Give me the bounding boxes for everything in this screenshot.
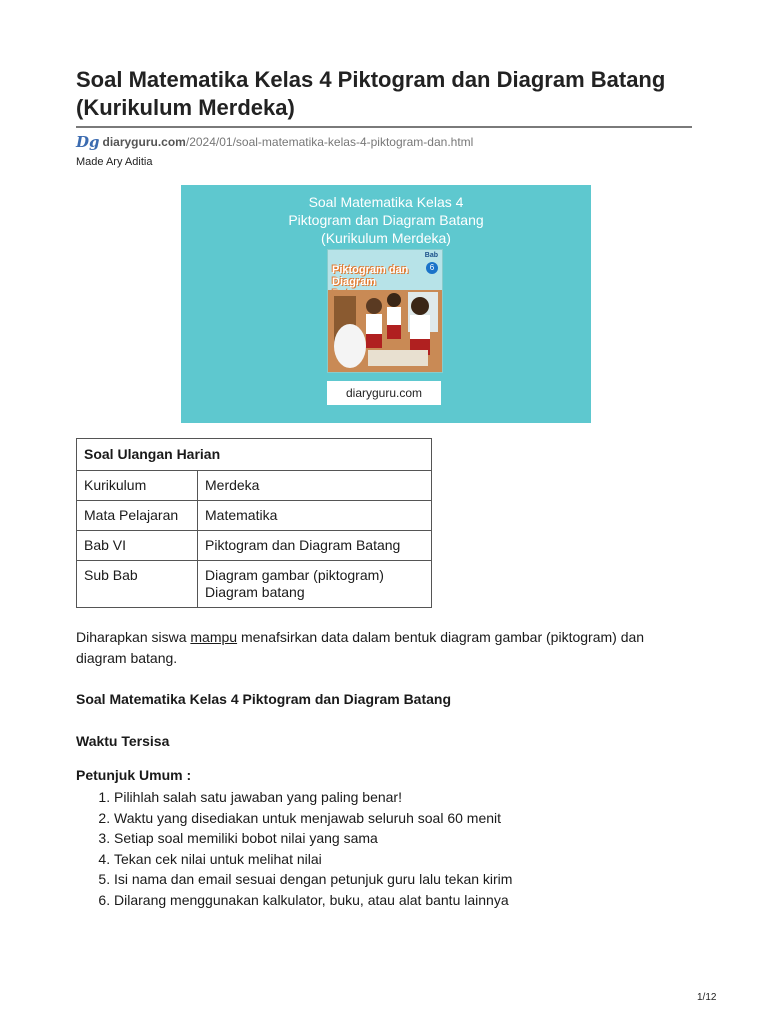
source-url[interactable] bbox=[76, 133, 473, 151]
list-item: 3. Setiap soal memiliki bobot nilai yang sama bbox=[114, 828, 694, 849]
section-heading: Soal Matematika Kelas 4 Piktogram dan Diagram Batang bbox=[76, 691, 452, 707]
book-title: Piktogram dan Diagram bbox=[332, 264, 409, 288]
classroom-illustration bbox=[328, 250, 442, 372]
list-item: 2. Waktu yang disediakan untuk menjawab seluruh soal 60 menit bbox=[114, 808, 694, 829]
instructions-list bbox=[76, 787, 694, 910]
table-row bbox=[77, 471, 432, 501]
list-item: 6. Dilarang menggunakan kalkulator, buku, atau alat bantu lainnya bbox=[114, 890, 694, 911]
author-name: Made Ary Aditia bbox=[76, 156, 153, 168]
list-item: 4. Tekan cek nilai untuk melihat nilai bbox=[114, 849, 694, 870]
table-key: Mata Pelajaran bbox=[77, 501, 198, 531]
intro-text: Diharapkan siswa bbox=[76, 629, 191, 645]
cover-site-label: diaryguru.com bbox=[327, 381, 441, 405]
table-value-multiline bbox=[198, 561, 432, 608]
instructions-heading: Petunjuk Umum : bbox=[76, 767, 192, 783]
table-row bbox=[77, 501, 432, 531]
intro-text: menafsirkan data dalam bentuk diagram gambar (piktogram) dan diagram batang. bbox=[76, 629, 645, 666]
diaryguru-logo-icon: Dg bbox=[76, 133, 100, 151]
book-bab-number: 6 bbox=[426, 262, 438, 274]
table-header: Soal Ulangan Harian bbox=[77, 439, 432, 471]
table-key: Sub Bab bbox=[77, 561, 198, 608]
intro-paragraph bbox=[76, 627, 692, 669]
source-path[interactable]: /2024/01/soal-matematika-kelas-4-piktogram-dan.html bbox=[185, 135, 474, 149]
table-key: Bab VI bbox=[77, 531, 198, 561]
cover-title-line-1: Soal Matematika Kelas 4 bbox=[308, 194, 464, 210]
table-value: Piktogram dan Diagram Batang bbox=[198, 531, 432, 561]
page-title: Soal Matematika Kelas 4 Piktogram dan Diagram Batang (Kurikulum Merdeka) bbox=[76, 67, 666, 120]
table-value: Matematika bbox=[198, 501, 432, 531]
book-bab-label: Bab bbox=[424, 252, 438, 259]
cover-title-line-3: (Kurikulum Merdeka) bbox=[321, 230, 451, 246]
table-value-line: Diagram batang bbox=[205, 584, 305, 600]
table-value: Merdeka bbox=[198, 471, 432, 501]
mampu-link[interactable]: mampu bbox=[190, 629, 238, 645]
table-value-line: Diagram gambar (piktogram) bbox=[205, 567, 384, 583]
table-header-row bbox=[77, 439, 432, 471]
table-row bbox=[77, 561, 432, 608]
cover-image bbox=[181, 185, 591, 423]
table-key: Kurikulum bbox=[77, 471, 198, 501]
source-domain[interactable]: diaryguru.com bbox=[102, 135, 186, 149]
info-table bbox=[76, 438, 432, 608]
timer-label: Waktu Tersisa bbox=[76, 733, 170, 749]
textbook-cover bbox=[327, 249, 443, 373]
list-item: 1. Pilihlah salah satu jawaban yang paling benar! bbox=[114, 787, 694, 808]
page-number: 1/12 bbox=[697, 992, 717, 1003]
list-item: 5. Isi nama dan email sesuai dengan petunjuk guru lalu tekan kirim bbox=[114, 869, 694, 890]
table-row bbox=[77, 531, 432, 561]
title-divider bbox=[76, 126, 692, 128]
cover-title-line-2: Piktogram dan Diagram Batang bbox=[288, 212, 484, 228]
